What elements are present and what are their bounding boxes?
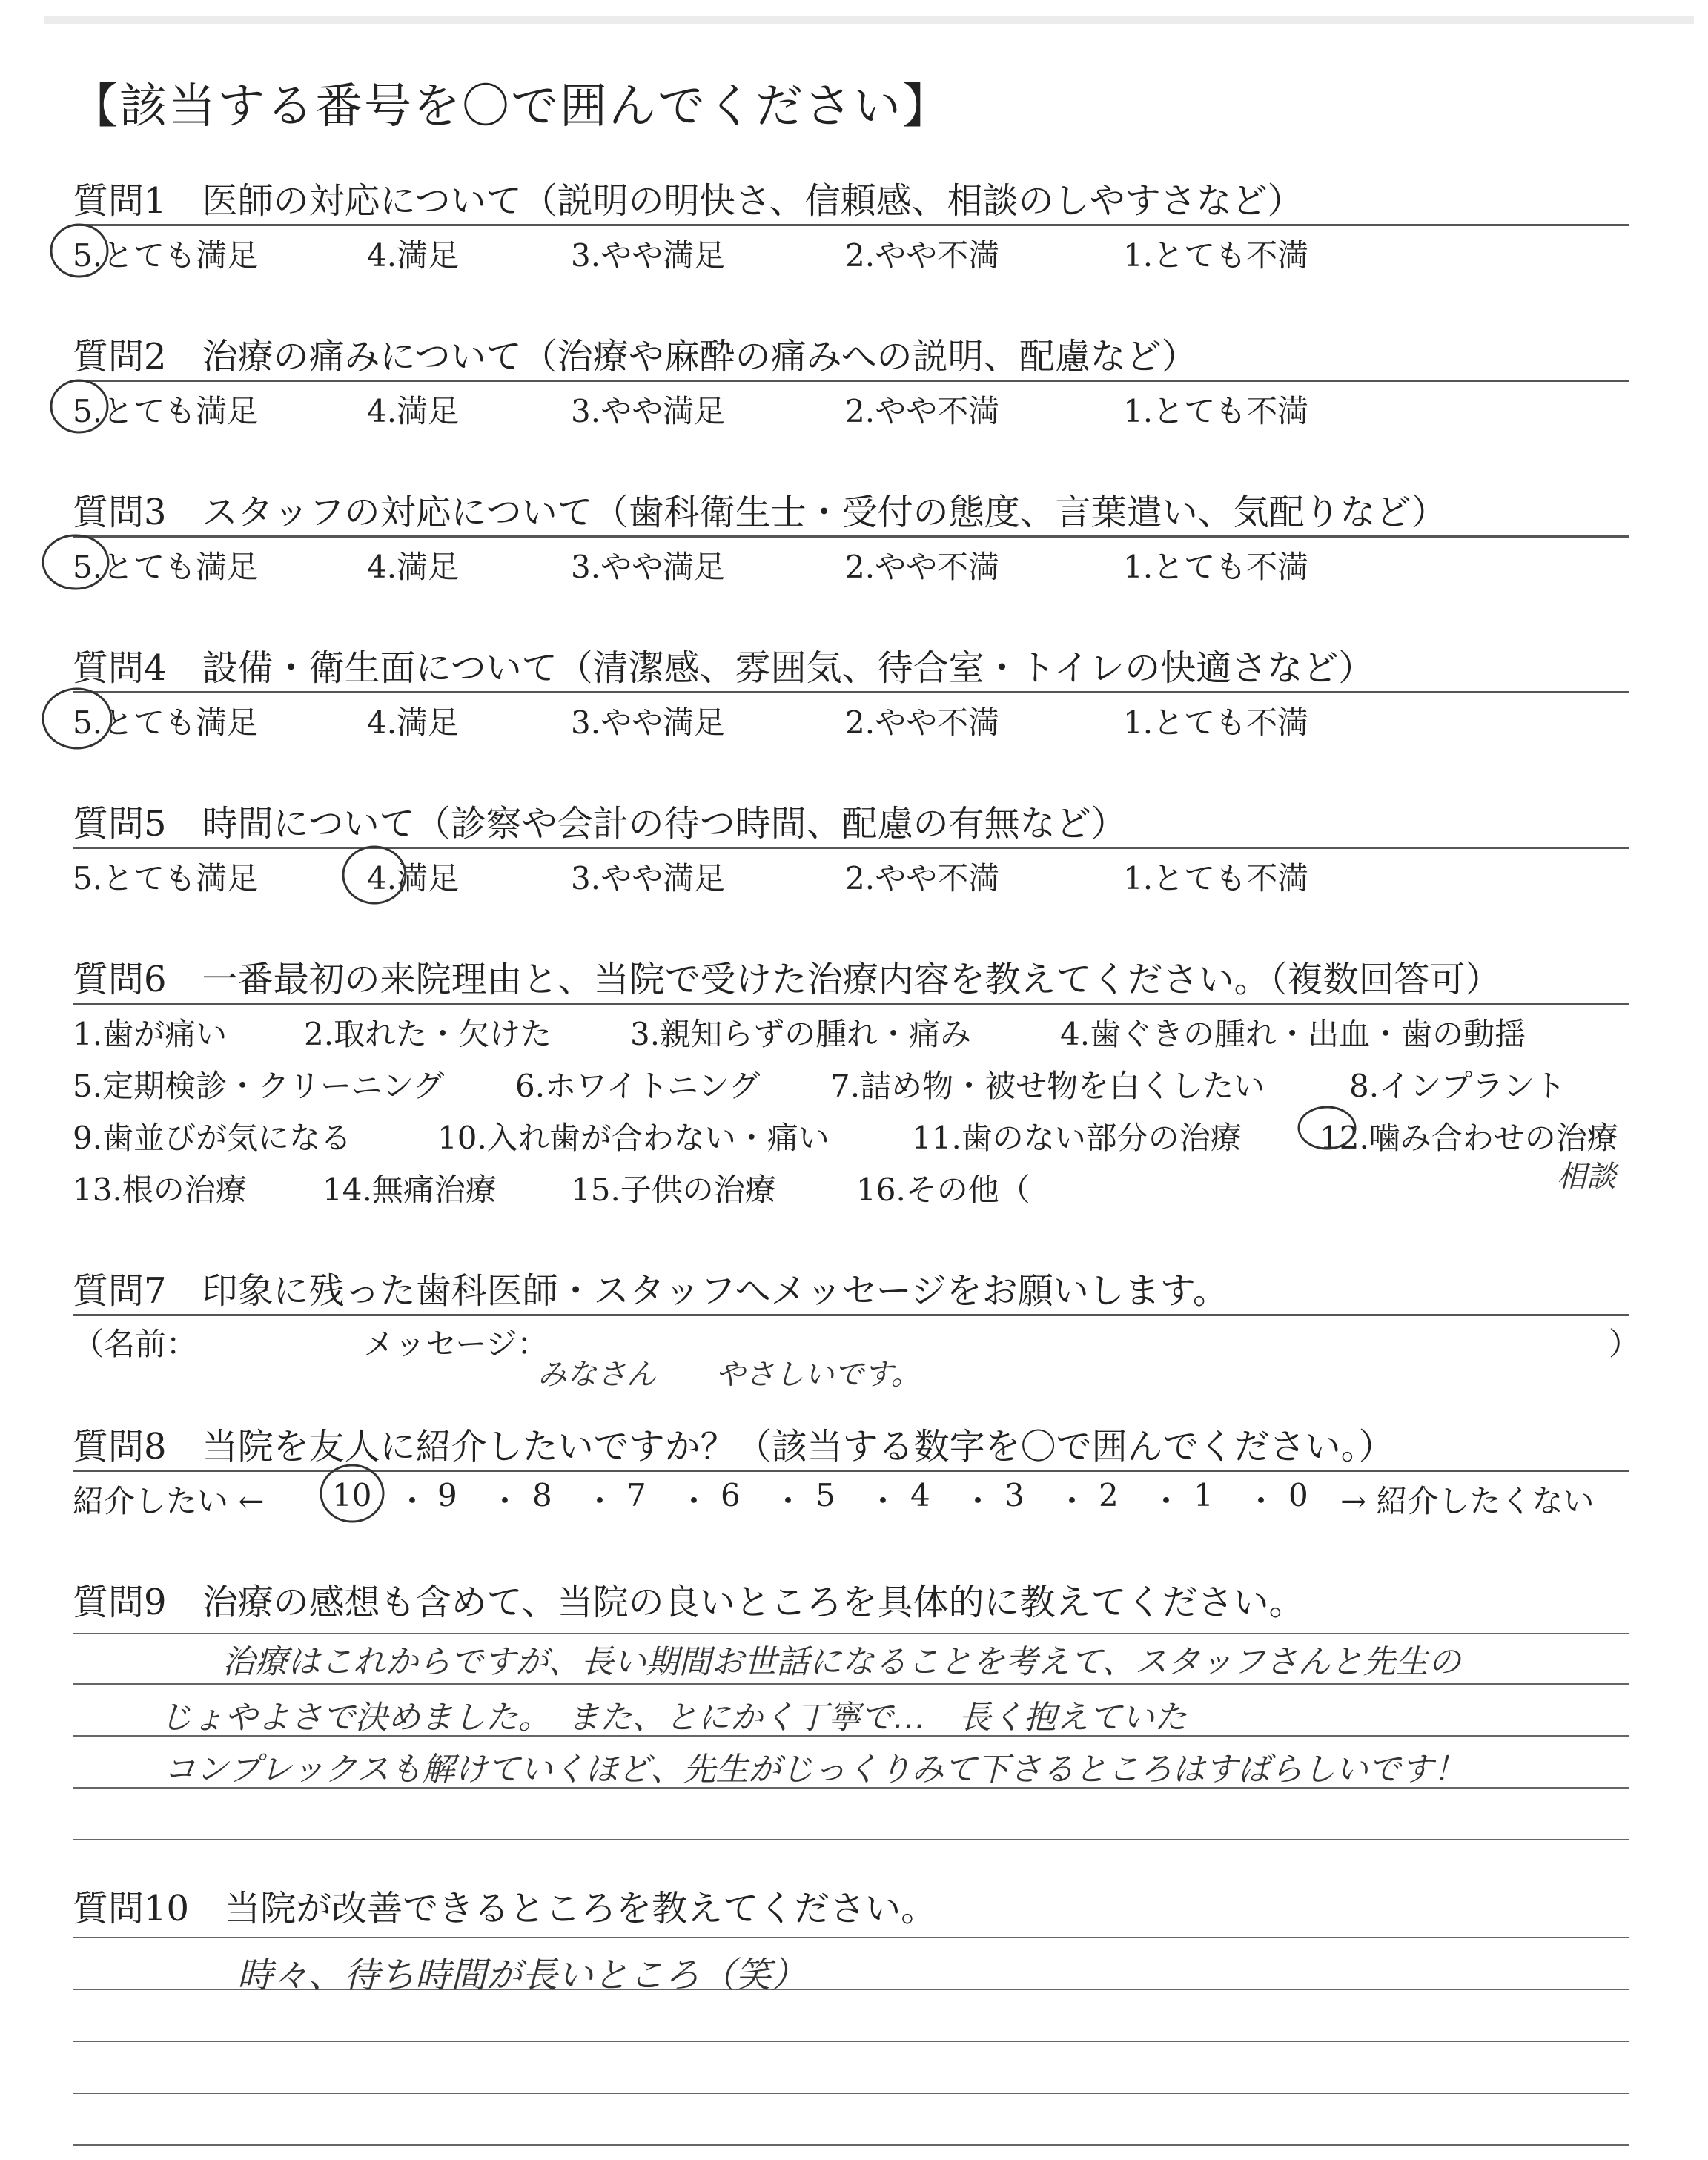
q8-dot: ・ (397, 1483, 428, 1519)
question-label: 質問10 (73, 1888, 190, 1929)
question-2 (73, 328, 1629, 394)
q3-option-4[interactable]: 4.満足 (367, 549, 460, 585)
question-9 (73, 1573, 1305, 1625)
question-label: 質問8 (73, 1426, 167, 1467)
question-text: 時間について（診察や会計の待つ時間、配慮の有無など） (202, 803, 1127, 845)
q2-option-2[interactable]: 2.やや不満 (845, 393, 1000, 429)
q8-dot: ・ (1245, 1483, 1277, 1519)
q8-left-label: 紹介したい ← (73, 1483, 265, 1519)
q9-rule-5 (73, 1839, 1629, 1840)
question-underline (73, 380, 1629, 382)
q5-option-1[interactable]: 1.とても不満 (1123, 860, 1309, 896)
q7-message-label: メッセージ： (363, 1326, 549, 1362)
q6-option-7[interactable]: 7.詰め物・被せ物を白くしたい (830, 1068, 1265, 1104)
q10-rule-5 (73, 2144, 1629, 2146)
q4-option-3[interactable]: 3.やや満足 (571, 704, 726, 741)
q8-scale-7[interactable]: 7 (626, 1477, 646, 1513)
question-label: 質問4 (73, 647, 167, 689)
q2-option-1[interactable]: 1.とても不満 (1123, 393, 1309, 429)
q9-rule-1 (73, 1633, 1629, 1634)
question-1 (73, 172, 1629, 239)
q10-rule-4 (73, 2093, 1629, 2094)
q8-scale-10[interactable]: 10 (332, 1477, 372, 1513)
question-text: 設備・衛生面について（清潔感、雰囲気、待合室・トイレの快適さなど） (202, 647, 1374, 689)
q6-option-15[interactable]: 15.子供の治療 (571, 1172, 776, 1208)
q6-option-2[interactable]: 2.取れた・欠けた (304, 1016, 552, 1052)
question-label: 質問5 (73, 803, 167, 845)
q6-option-14[interactable]: 14.無痛治療 (322, 1172, 497, 1208)
q8-scale-0[interactable]: 0 (1288, 1477, 1308, 1513)
question-text: 治療の感想も含めて、当院の良いところを具体的に教えてください。 (202, 1582, 1305, 1623)
q9-handwritten-line-1: 治療はこれからですが、長い期間お世話になることを考えて、スタッフさんと先生の (222, 1643, 1461, 1681)
q8-scale-8[interactable]: 8 (532, 1477, 552, 1513)
question-10 (73, 1880, 936, 1931)
q6-option-3[interactable]: 3.親知らずの腫れ・痛み (630, 1016, 972, 1052)
q8-dot: ・ (1056, 1483, 1088, 1519)
q2-option-4[interactable]: 4.満足 (367, 393, 460, 429)
q1-option-1[interactable]: 1.とても不満 (1123, 237, 1309, 274)
question-text: スタッフの対応について（歯科衛生士・受付の態度、言葉遣い、気配りなど） (202, 492, 1447, 533)
q3-option-3[interactable]: 3.やや満足 (571, 549, 726, 585)
question-underline (73, 1314, 1629, 1316)
question-label: 質問6 (73, 959, 167, 1000)
q8-scale-4[interactable]: 4 (910, 1477, 930, 1513)
q1-option-3[interactable]: 3.やや満足 (571, 237, 726, 274)
q8-dot: ・ (678, 1483, 710, 1519)
q7-name-label: （名前： (73, 1326, 198, 1362)
q10-rule-3 (73, 2041, 1629, 2042)
question-6 (73, 951, 1629, 1017)
q6-option-16[interactable]: 16.その他（ (856, 1172, 1030, 1208)
q6-option-4[interactable]: 4.歯ぐきの腫れ・出血・歯の動揺 (1060, 1016, 1526, 1052)
q7-handwritten-message: みなさん やさしいです。 (537, 1358, 921, 1392)
q6-option-11[interactable]: 11.歯のない部分の治療 (912, 1120, 1242, 1156)
q8-scale-1[interactable]: 1 (1194, 1477, 1214, 1513)
q1-option-2[interactable]: 2.やや不満 (845, 237, 1000, 274)
q8-dot: ・ (1151, 1483, 1182, 1519)
q9-handwritten-line-3: コンプレックスも解けていくほど、先生がじっくりみて下さるところはすばらしいです！ (163, 1751, 1466, 1789)
question-label: 質問9 (73, 1582, 167, 1623)
q5-option-3[interactable]: 3.やや満足 (571, 860, 726, 896)
q6-option-8[interactable]: 8.インプラント (1349, 1068, 1566, 1104)
q3-option-2[interactable]: 2.やや不満 (845, 549, 1000, 585)
question-7 (73, 1262, 1629, 1329)
q6-option-6[interactable]: 6.ホワイトニング (515, 1068, 761, 1104)
question-8 (73, 1418, 1629, 1484)
q4-option-4[interactable]: 4.満足 (367, 704, 460, 741)
q3-option-5[interactable]: 5.とても満足 (73, 549, 259, 585)
page-top-edge (44, 16, 1694, 24)
form-title: 【該当する番号を〇で囲んでください】 (70, 79, 951, 134)
question-label: 質問1 (73, 180, 167, 222)
question-underline (73, 224, 1629, 226)
question-underline (73, 847, 1629, 849)
q6-option-9[interactable]: 9.歯並びが気になる (73, 1120, 352, 1156)
question-underline (73, 691, 1629, 693)
q6-option-10[interactable]: 10.入れ歯が合わない・痛い (437, 1120, 830, 1156)
question-label: 質問7 (73, 1270, 167, 1312)
q1-option-5[interactable]: 5.とても満足 (73, 237, 259, 274)
q9-rule-2 (73, 1683, 1629, 1685)
q8-scale-5[interactable]: 5 (815, 1477, 835, 1513)
q7-close-paren: ） (1609, 1326, 1641, 1362)
q6-option-13[interactable]: 13.根の治療 (73, 1172, 247, 1208)
q5-option-5[interactable]: 5.とても満足 (73, 860, 259, 896)
q8-dot: ・ (584, 1483, 616, 1519)
q8-scale-6[interactable]: 6 (721, 1477, 741, 1513)
q4-option-1[interactable]: 1.とても不満 (1123, 704, 1309, 741)
q2-option-5[interactable]: 5.とても満足 (73, 393, 259, 429)
q6-option-12[interactable]: 12.噛み合わせの治療 (1320, 1120, 1618, 1156)
q8-scale-9[interactable]: 9 (437, 1477, 457, 1513)
q3-option-1[interactable]: 1.とても不満 (1123, 549, 1309, 585)
q8-scale-3[interactable]: 3 (1004, 1477, 1025, 1513)
question-text: 印象に残った歯科医師・スタッフへメッセージをお願いします。 (202, 1270, 1228, 1312)
q8-dot: ・ (962, 1483, 994, 1519)
question-text: 一番最初の来院理由と、当院で受けた治療内容を教えてください。（複数回答可） (202, 959, 1501, 1000)
q10-handwritten: 時々、待ち時間が長いところ（笑） (237, 1955, 807, 1996)
question-underline (73, 535, 1629, 538)
question-text: 治療の痛みについて（治療や麻酔の痛みへの説明、配慮など） (202, 336, 1197, 377)
q4-option-5[interactable]: 5.とても満足 (73, 704, 259, 741)
q8-dot: ・ (489, 1483, 521, 1519)
q8-right-label: → 紹介したくない (1340, 1483, 1595, 1519)
question-3 (73, 483, 1629, 550)
q10-rule-1 (73, 1937, 1629, 1938)
q5-option-4[interactable]: 4.満足 (367, 860, 460, 896)
q2-option-3[interactable]: 3.やや満足 (571, 393, 726, 429)
q8-dot: ・ (772, 1483, 804, 1519)
q6-option-5[interactable]: 5.定期検診・クリーニング (73, 1068, 445, 1104)
q9-handwritten-line-2: じょやよさで決めました。 また、とにかく丁寧で… 長く抱えていた (159, 1699, 1187, 1737)
question-text: 当院を友人に紹介したいですか？（該当する数字を〇で囲んでください。） (202, 1426, 1394, 1467)
q1-option-4[interactable]: 4.満足 (367, 237, 460, 274)
q6-option-1[interactable]: 1.歯が痛い (73, 1016, 228, 1052)
question-text: 医師の対応について（説明の明快さ、信頼感、相談のしやすさなど） (202, 180, 1303, 222)
question-label: 質問3 (73, 492, 167, 533)
q6-handwritten-other: 相談 (1557, 1160, 1616, 1194)
question-underline (73, 1470, 1629, 1472)
question-5 (73, 795, 1629, 862)
question-underline (73, 1003, 1629, 1005)
q4-option-2[interactable]: 2.やや不満 (845, 704, 1000, 741)
q8-scale-2[interactable]: 2 (1099, 1477, 1119, 1513)
question-label: 質問2 (73, 336, 167, 377)
q8-dot: ・ (867, 1483, 899, 1519)
q5-option-2[interactable]: 2.やや不満 (845, 860, 1000, 896)
question-text: 当院が改善できるところを教えてください。 (225, 1888, 937, 1929)
question-4 (73, 639, 1629, 706)
